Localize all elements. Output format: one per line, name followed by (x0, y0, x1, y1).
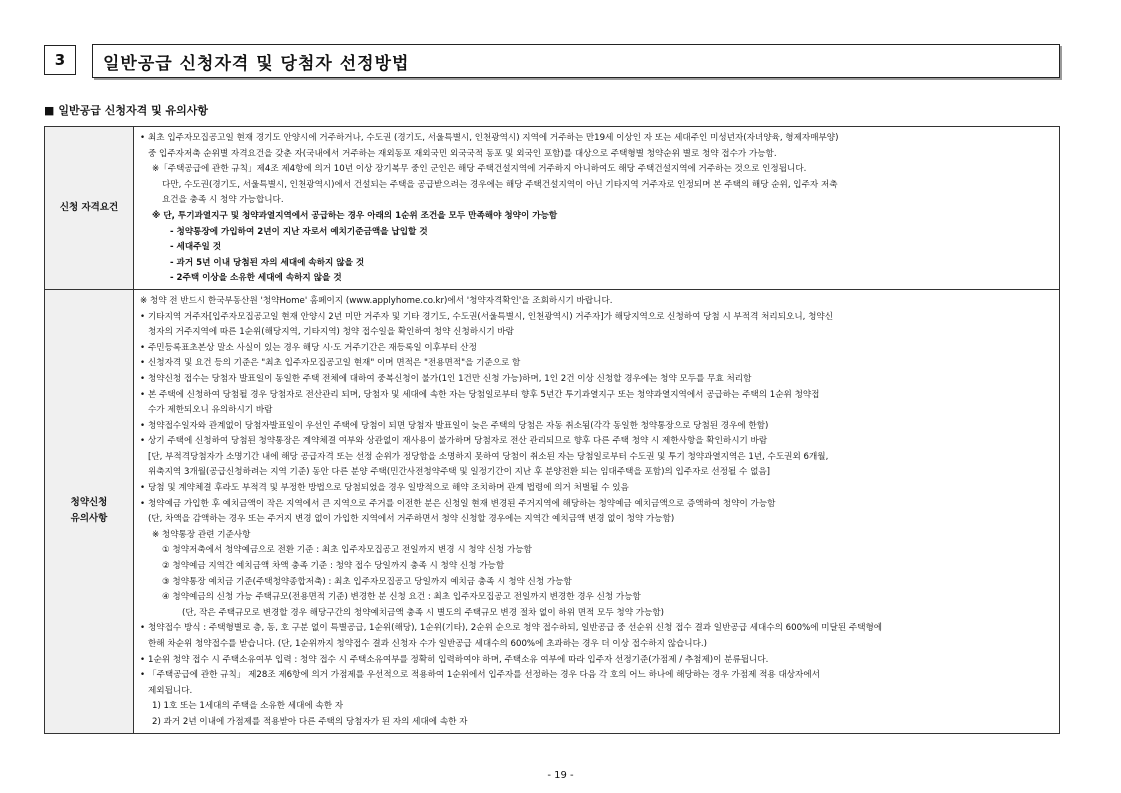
content-line (140, 497, 1051, 513)
line-text: ※ 청약 전 반드시 한국부동산원 '청약Home' 홈페이지 (www.applyhome.co.kr)에서 '청약자격확인'을 조회하시기 바랍니다. (140, 295, 613, 306)
row-label-line: 청약신청 (70, 497, 108, 509)
content-line (140, 325, 1051, 341)
line-text: ② 청약예금 지역간 예치금액 차액 충족 기준 : 청약 접수 당일까지 충족 시 청약 신청 가능함 (162, 561, 505, 572)
bullet-icon: • (140, 389, 146, 400)
line-text: 청약예금 가입한 후 예치금액이 작은 지역에서 큰 지역으로 주거를 이전한 분은 신청일 현재 변경된 주거지역에 해당하는 청약예금 예치금액으로 증액하여 청약이 가능함 (148, 498, 776, 509)
line-text: 기타지역 거주자[입주자모집공고일 현재 안양시 2년 미만 거주자 및 기타 경기도, 수도권(서울특별시, 인천광역시) 거주자]가 해당지역으로 신청하여 당첨 시 부적격 처리되오니, 청약신 (148, 311, 833, 322)
line-text: 청약접수일자와 관계없이 당첨자발표일이 우선인 주택에 당첨이 되면 당첨자 발표일이 늦은 주택의 당첨은 자동 취소됨(각각 동일한 청약통장으로 당첨된 경우에 한함) (148, 420, 769, 431)
bullet-icon: • (140, 373, 146, 384)
bullet-icon: • (140, 498, 146, 509)
bullet-icon: • (140, 483, 146, 494)
section-title: 일반공급 신청자격 및 당첨자 선정방법 (92, 44, 1060, 78)
bullet-icon: • (140, 436, 146, 447)
table-row (45, 289, 1060, 733)
content-line (140, 147, 1051, 163)
content-line (140, 388, 1051, 404)
content-line (140, 543, 1051, 559)
sub-heading (44, 102, 208, 118)
content-line (140, 419, 1051, 435)
line-text: 본 주택에 신청하여 당첨될 경우 당첨자로 전산관리 되며, 당첨자 및 세대에 속한 자는 당첨일로부터 향후 5년간 투기과열지구 또는 청약과열지역에서 공급하는 주택의 1순위 청약접 (148, 389, 820, 400)
content-line (140, 271, 1051, 287)
line-text: 신청자격 및 요건 등의 기준은 "최초 입주자모집공고일 현재" 이며 면적은 "전용면적"을 기준으로 함 (148, 358, 521, 369)
content-line (140, 434, 1051, 450)
line-text: - 청약통장에 가입하여 2년이 지난 자로서 예치기준금액을 납입할 것 (170, 226, 428, 237)
line-text: - 과거 5년 이내 당첨된 자의 세대에 속하지 않을 것 (170, 257, 365, 268)
content-line (140, 606, 1051, 622)
bullet-icon: • (140, 133, 146, 143)
line-text: 1순위 청약 접수 시 주택소유여부 입력 : 청약 접수 시 주택소유여부를 정확히 입력하여야 하며, 주택소유 여부에 따라 입주자 선정기준(가점제 / 추첨제)이 분류됩니다. (148, 654, 769, 665)
content-line (140, 193, 1051, 209)
line-text: ③ 청약통장 예치금 기준(주택청약종합저축) : 최초 입주자모집공고 당일까지 예치금 충족 시 청약 신청 가능함 (162, 576, 572, 587)
line-text: (단, 차액을 감액하는 경우 또는 주거지 변경 없이 가입한 지역에서 거주하면서 청약 신청할 경우에는 지역간 예치금액 변경 없이 청약 가능함) (148, 514, 675, 525)
content-line (140, 178, 1051, 194)
content-line (140, 653, 1051, 669)
content-line (140, 668, 1051, 684)
content-line (140, 356, 1051, 372)
line-text: - 세대주일 것 (170, 242, 222, 253)
content-line (140, 715, 1051, 731)
content-line (140, 699, 1051, 715)
line-text: (단, 작은 주택규모로 변경할 경우 해당구간의 청약예치금액 충족 시 별도의 주택규모 변경 절차 없이 하위 면적 모두 청약 가능함) (182, 607, 664, 618)
line-text: 위축지역 3개월(공급신청하려는 지역 기준) 동안 다른 분양 주택(민간사전청약주택 및 일정기간이 지난 후 분양전환 되는 임대주택을 포함)의 입주자로 선정될 수 없음] (148, 467, 771, 478)
content-line (140, 162, 1051, 178)
bullet-icon: • (140, 623, 146, 634)
content-line (140, 403, 1051, 419)
content-line (140, 637, 1051, 653)
content-line (140, 684, 1051, 700)
line-text: 수가 제한되오니 유의하시기 바람 (148, 405, 273, 416)
content-line (140, 465, 1051, 481)
bullet-icon: • (140, 420, 146, 431)
content-line (140, 209, 1051, 225)
content-line (140, 590, 1051, 606)
bullet-icon: • (140, 311, 146, 322)
line-text: 중 입주자저축 순위별 자격요건을 갖춘 자(국내에서 거주하는 재외동포 재외국민 외국국적 동포 및 외국인 포함)를 대상으로 주택형별 청약순위 별로 청약 접수가 가능함. (148, 148, 777, 159)
line-text: 최초 입주자모집공고일 현재 경기도 안양시에 거주하거나, 수도권 (경기도, 서울특별시, 인천광역시) 지역에 거주하는 만19세 이상인 자 또는 세대주인 미성년자(자녀양육, 형제자매부양) (148, 133, 839, 143)
bullet-icon: • (140, 358, 146, 369)
content-line (140, 481, 1051, 497)
line-text: 「주택공급에 관한 규칙」 제28조 제6항에 의거 가점제를 우선적으로 적용하여 1순위에서 입주자를 선정하는 경우 다음 각 호의 어느 하나에 해당하는 경우 가점제 적용 대상자에서 (148, 670, 820, 681)
row-label-line: 신청 자격요건 (59, 201, 119, 213)
line-text: ① 청약저축에서 청약예금으로 전환 기준 : 최초 입주자모집공고 전일까지 변경 시 청약 신청 가능함 (162, 545, 532, 556)
line-text: 상기 주택에 신청하여 당첨된 청약통장은 계약체결 여부와 상관없이 재사용이 불가하며 당첨자로 전산 관리되므로 향후 다른 주택 청약 시 제한사항을 확인하시기 바람 (148, 436, 768, 447)
row-label-line: 유의사항 (70, 513, 108, 525)
content-line (140, 294, 1051, 310)
row-label (45, 127, 134, 290)
square-bullet-icon: ■ (44, 104, 55, 117)
bullet-icon: • (140, 670, 146, 681)
content-line (140, 131, 1051, 147)
line-text: [단, 부적격당첨자가 소명기간 내에 해당 공급자격 또는 선정 순위가 정당함을 소명하지 못하여 당첨이 취소된 자는 당첨일로부터 수도권 및 투기 청약과열지역은 1년, 수도권외 6개월, (148, 451, 829, 462)
line-text: 다만, 수도권(경기도, 서울특별시, 인천광역시)에서 건설되는 주택을 공급받으려는 경우에는 해당 주택건설지역이 아닌 기타지역 거주자로 인정되며 본 주택의 해당 순위, 입주자 저축 (162, 179, 838, 190)
content-line (140, 240, 1051, 256)
bullet-icon: • (140, 342, 146, 353)
page-number: - 19 - (547, 770, 574, 781)
content-line (140, 225, 1051, 241)
line-text: 제외됩니다. (148, 685, 193, 696)
content-line (140, 621, 1051, 637)
line-text: ※「주택공급에 관한 규칙」제4조 제4항에 의거 10년 이상 장기복무 중인 군인은 해당 주택건설지역에 거주하지 아니하여도 해당 주택건설지역에 거주하는 것으로 인정됩니다. (152, 164, 807, 175)
content-line (140, 559, 1051, 575)
content-line (140, 310, 1051, 326)
content-line (140, 341, 1051, 357)
line-text: ※ 청약통장 관련 기준사항 (152, 529, 251, 540)
line-text: 2) 과거 2년 이내에 가점제를 적용받아 다른 주택의 당첨자가 된 자의 세대에 속한 자 (152, 716, 468, 727)
content-line (140, 528, 1051, 544)
eligibility-table (44, 126, 1060, 734)
line-text: 당첨 및 계약체결 후라도 부적격 및 부정한 방법으로 당첨되었을 경우 일방적으로 해약 조치하며 관계 법령에 의거 처벌될 수 있음 (148, 483, 629, 494)
line-text: 청자의 거주지역에 따른 1순위(해당지역, 기타지역) 청약 접수일을 확인하여 청약 신청하시기 바람 (148, 327, 514, 338)
content-line (140, 512, 1051, 528)
row-label (45, 289, 134, 733)
sub-heading-text: 일반공급 신청자격 및 유의사항 (58, 104, 209, 117)
content-line (140, 450, 1051, 466)
line-text: 요건을 충족 시 청약 가능합니다. (162, 195, 284, 206)
line-text: 청약신청 접수는 당첨자 발표일이 동일한 주택 전체에 대하여 중복신청이 불가(1인 1건만 신청 가능)하며, 1인 2건 이상 신청할 경우에는 청약 모두를 무효 처리함 (148, 373, 752, 384)
content-line (140, 575, 1051, 591)
line-text: 한해 차순위 청약접수를 받습니다. (단, 1순위까지 청약접수 결과 신청자 수가 일반공급 세대수의 600%에 초과하는 경우 더 이상 접수하지 않습니다.) (148, 639, 707, 649)
bullet-icon: • (140, 654, 146, 665)
line-text: 1) 1호 또는 1세대의 주택을 소유한 세대에 속한 자 (152, 701, 344, 712)
row-content (134, 289, 1060, 733)
content-line (140, 256, 1051, 272)
line-text: 주민등록표초본상 말소 사실이 있는 경우 해당 시·도 거주기간은 재등록일 이후부터 산정 (148, 342, 477, 353)
line-text: ④ 청약예금의 신청 가능 주택규모(전용면적 기준) 변경한 분 신청 요건 : 최초 입주자모집공고 전일까지 변경한 경우 신청 가능함 (162, 592, 641, 603)
table-row (45, 127, 1060, 290)
section-number: 3 (44, 45, 76, 75)
line-text: 청약접수 방식 : 주택형별로 층, 동, 호 구분 없이 특별공급, 1순위(해당), 1순위(기타), 2순위 순으로 청약 접수하되, 일반공급 중 선순위 신청 접수 결과 일반공급 세대수의 600%에 미달된 주택형에 (148, 623, 883, 634)
content-line (140, 372, 1051, 388)
row-content (134, 127, 1060, 290)
line-text: - 2주택 이상을 소유한 세대에 속하지 않을 것 (170, 273, 342, 284)
line-text: ※ 단, 투기과열지구 및 청약과열지역에서 공급하는 경우 아래의 1순위 조건을 모두 만족해야 청약이 가능함 (152, 210, 558, 221)
